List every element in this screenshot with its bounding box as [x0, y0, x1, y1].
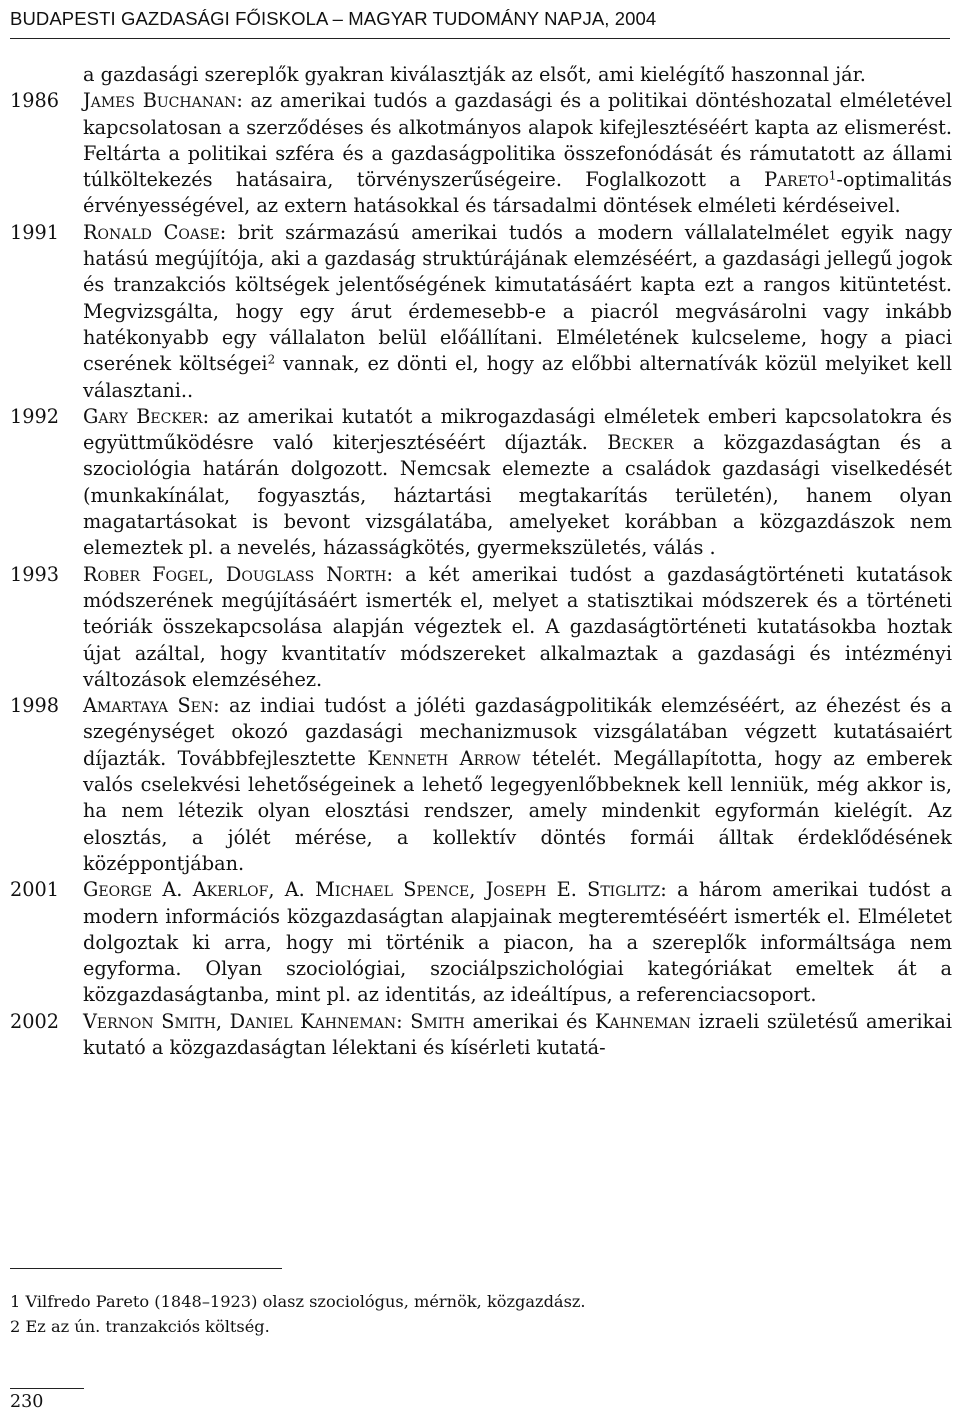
entry-year: 1992 — [10, 404, 60, 428]
footnote-ref: 1 — [828, 168, 837, 183]
entry-text — [83, 562, 952, 693]
footnote-divider — [10, 1268, 282, 1269]
footnote-number: 1 — [10, 1292, 21, 1311]
footnote-2 — [10, 1314, 586, 1339]
entry-text — [83, 88, 952, 219]
laureate-names: Ronald Coase — [83, 220, 220, 244]
entry-text-a: : a három amerikai tudóst a modern információs közgazdaságtan alapjainak megteremtéséért ismerték el. Elméletet dolgoztak ki arra, hogy mi történik a piacon, ha a szereplők informáltsága nem egyforma. Olyan szociológiai, szociálpszichológiai kategóriákat emeltek át a közgazdaságtanba, mint pl. az identitás, az ideáltípus, a referenciacsoport. — [83, 878, 952, 1007]
entry-text-b: vannak, ez dönti el, hogy az előbbi alternatívák közül melyiket kell választani.. — [83, 352, 953, 402]
main-text — [10, 62, 952, 1061]
entry-text — [83, 220, 952, 404]
page-number: 230 — [10, 1392, 44, 1412]
footnote-1 — [10, 1289, 586, 1314]
footnote-text: Vilfredo Pareto (1848–1923) olasz szociológus, mérnök, közgazdász. — [20, 1292, 586, 1311]
footnote-number: 2 — [10, 1317, 21, 1336]
laureate-names: Rober Fogel, Douglass North — [83, 562, 387, 586]
name-ref: Pareto — [764, 168, 829, 192]
footnote-ref: 2 — [267, 352, 276, 367]
name-ref: Smith — [410, 1009, 465, 1033]
entry-1998 — [10, 693, 952, 877]
entry-text-a: : az amerikai tudós a gazdasági és a politikai döntéshozatal elméletével kapcsolatosan a szerződéses és alkotmányos alapok kifejlesztéséért kapta az elismerést. Feltárta a politikai szféra és a gazdaságpolitika összefonódását és rámutatott az állami túlköltekezés hatásaira, törvényszerűségeire. Foglalkozott a — [83, 89, 952, 192]
entry-text — [83, 1009, 952, 1062]
entry-text-b: amerikai és — [464, 1009, 595, 1033]
laureate-names: Amartaya Sen — [83, 694, 214, 718]
entry-year: 1998 — [10, 694, 60, 718]
entry-1992 — [10, 404, 952, 562]
entry-1986 — [10, 88, 952, 219]
laureate-names: George A. Akerlof, A. Michael Spence, Joseph E. Stiglitz — [83, 878, 661, 902]
entry-text — [83, 693, 952, 877]
laureate-names: Vernon Smith, Daniel Kahneman — [83, 1009, 397, 1033]
entry-text-c: izraeli születésű amerikai kutató a közgazdaságtan lélektani és kísérleti kutatá- — [83, 1009, 952, 1059]
entry-year: 1993 — [10, 562, 60, 586]
entry-text-a: : az amerikai kutatót a mikrogazdasági elméletek emberi kapcsolatokra és együttműködésre való kiterjesztéséért díjazták. — [83, 404, 952, 455]
entry-year: 2002 — [10, 1009, 60, 1033]
entry-text — [83, 404, 952, 562]
entry-text-a: : a két amerikai tudóst a gazdaságtörténeti kutatások módszerének megújításáért ismerték el, melyet a statisztikai módszerek és a történeti teóriák összekapcsolása alapján végeztek el. A gazdaságtörténeti kutatásokba hoztak újat azáltal, hogy kvantitatív módszereket alkalmaztak a gazdasági és intézményi változások elemzéséhez. — [83, 562, 952, 691]
header-title: BUDAPESTI GAZDASÁGI FŐISKOLA – MAGYAR TUDOMÁNY NAPJA, 2004 — [10, 8, 657, 29]
entry-text — [83, 877, 952, 1008]
page-number-divider — [10, 1388, 84, 1389]
entry-text-a: : brit származású amerikai tudós a modern vállalatelmélet egyik nagy hatású megújítója, aki a gazdaság struktúrájának elemzéséért, a gazdasági jellegű jogok és tranzakciós költségek jelentőségének kimutatásáért kapta ezt a rangos kitüntetést. Megvizsgálta, hogy egy árut érdemesebb-e a piacról megvásárolni vagy inkább hatékonyabb egy vállalaton belül előállítani. Elméletének kulcseleme, hogy a piaci cserének költségei — [83, 220, 952, 376]
continuation-paragraph: a gazdasági szereplők gyakran kiválasztják az elsőt, ami kielégítő haszonnal jár. — [83, 63, 866, 86]
entry-text-b: a közgazdaságtan és a szociológia határán dolgozott. Nemcsak elemezte a családok gazdasági viselkedését (munkakínálat, fogyasztás, háztartási megtakarítás területén), hanem olyan magatartásokat is bevont vizsgálatába, amelyeket korábban a közgazdászok nem elemeztek pl. a nevelés, házasságkötés, gyermekszületés, válás . — [83, 431, 952, 560]
entry-text-b: -optimalitás érvényességével, az extern hatásokkal és társadalmi döntések elméleti kérdéseivel. — [83, 168, 952, 218]
entry-text-a: : — [396, 1009, 411, 1033]
entry-2001 — [10, 877, 952, 1008]
entry-text-a: : az indiai tudóst a jóléti gazdaságpolitikák elemzéséért, az éhezést és a szegénységet okozó gazdasági mechanizmusok vizsgálatában végzett kutatásaiért díjazták. Továbbfejlesztette — [83, 694, 953, 770]
name-ref: Becker — [607, 431, 674, 455]
entry-year: 1986 — [10, 89, 60, 113]
laureate-names: Gary Becker — [83, 404, 203, 428]
laureate-names: James Buchanan — [83, 89, 237, 113]
entry-1993 — [10, 562, 952, 693]
footnotes — [10, 1289, 586, 1339]
name-ref: Kahneman — [594, 1009, 691, 1033]
running-header — [10, 6, 950, 39]
footnote-text: Ez az ún. tranzakciós költség. — [20, 1317, 270, 1336]
entry-year: 1991 — [10, 220, 60, 244]
entry-1991 — [10, 220, 952, 404]
entry-2002 — [10, 1009, 952, 1062]
entry-text-b: tételét. Megállapította, hogy az emberek valós cselekvési lehetőségeinek a lehető legegyenlőbbeknek kell lenniük, még akkor is, ha nem létezik olyan elosztási rendszer, amely mindenkit egyformán kielégít. Az elosztás, a jólét mérése, a kollektív döntés formái álltak érdeklődésének középpontjában. — [83, 746, 952, 875]
name-ref: Kenneth Arrow — [367, 746, 521, 770]
entry-year: 2001 — [10, 878, 60, 902]
